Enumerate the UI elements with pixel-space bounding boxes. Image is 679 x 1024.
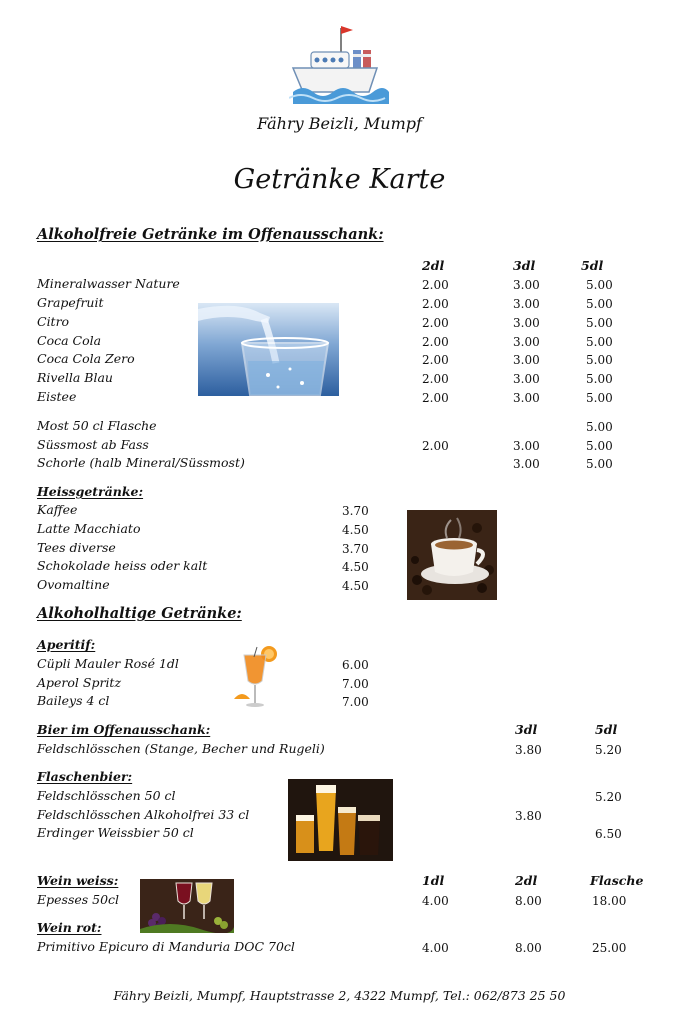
- section-heading-alkoholhaltig: Alkoholhaltige Getränke:: [37, 605, 242, 622]
- price-3dl: 3.00: [513, 297, 540, 311]
- price-2dl: 8.00: [515, 941, 542, 955]
- price-5dl: 5.00: [586, 372, 613, 386]
- list-item: Cüpli Mauler Rosé 1dl: [37, 656, 179, 671]
- price-5dl: 5.00: [586, 439, 613, 453]
- price-2dl: 2.00: [422, 316, 449, 330]
- col-header-3dl: 3dl: [515, 722, 538, 737]
- beer-glasses-image: [288, 779, 393, 861]
- list-item: Eistee: [37, 389, 77, 404]
- price-2dl: 2.00: [422, 297, 449, 311]
- subheading-aperitif: Aperitif:: [37, 637, 96, 652]
- list-item: Epesses 50cl: [37, 892, 120, 907]
- list-item: Schorle (halb Mineral/Süssmost): [37, 455, 245, 470]
- list-item: Most 50 cl Flasche: [37, 418, 157, 433]
- list-item: Süssmost ab Fass: [37, 437, 149, 452]
- price: 7.00: [342, 677, 369, 691]
- price-1dl: 4.00: [422, 894, 449, 908]
- price-5dl: 5.00: [586, 316, 613, 330]
- price: 3.70: [342, 504, 369, 518]
- list-item: Kaffee: [37, 502, 78, 517]
- price-2dl: 2.00: [422, 439, 449, 453]
- price-3dl: 3.00: [513, 391, 540, 405]
- price-5dl: 5.00: [586, 335, 613, 349]
- water-glass-image: [198, 303, 339, 396]
- price-3dl: 3.00: [513, 316, 540, 330]
- price-2dl: 2.00: [422, 278, 449, 292]
- col-header-3dl: 3dl: [513, 258, 536, 273]
- subheading-wein-rot: Wein rot:: [37, 920, 102, 935]
- list-item: Mineralwasser Nature: [37, 276, 180, 291]
- price-3dl: 3.00: [513, 353, 540, 367]
- subheading-flaschenbier: Flaschenbier:: [37, 769, 133, 784]
- price-2dl: 2.00: [422, 353, 449, 367]
- section-heading-heiss: Heissgetränke:: [37, 484, 144, 499]
- price: 4.50: [342, 560, 369, 574]
- col-header-5dl: 5dl: [581, 258, 604, 273]
- price-5dl: 5.00: [586, 457, 613, 471]
- list-item: Schokolade heiss oder kalt: [37, 558, 208, 573]
- col-header-2dl: 2dl: [515, 873, 538, 888]
- price-1dl: 4.00: [422, 941, 449, 955]
- list-item: Latte Macchiato: [37, 521, 141, 536]
- coffee-cup-image: [407, 510, 497, 600]
- list-item: Rivella Blau: [37, 370, 113, 385]
- price: 7.00: [342, 695, 369, 709]
- spritz-glass-image: [232, 643, 280, 713]
- list-item: Erdinger Weissbier 50 cl: [37, 825, 194, 840]
- price-5dl: 5.00: [586, 278, 613, 292]
- price-flasche: 18.00: [592, 894, 627, 908]
- price-5dl: 5.00: [586, 420, 613, 434]
- col-header-2dl: 2dl: [422, 258, 445, 273]
- list-item: Feldschlösschen (Stange, Becher und Rugeli): [37, 741, 325, 756]
- price-5dl: 5.20: [595, 790, 622, 804]
- price-3dl: 3.00: [513, 372, 540, 386]
- restaurant-name: Fähry Beizli, Mumpf: [257, 114, 422, 133]
- list-item: Primitivo Epicuro di Manduria DOC 70cl: [37, 939, 295, 954]
- price-3dl: 3.00: [513, 457, 540, 471]
- price-2dl: 2.00: [422, 335, 449, 349]
- subheading-bier: Bier im Offenausschank:: [37, 722, 211, 737]
- price-3dl: 3.00: [513, 278, 540, 292]
- price-flasche: 25.00: [592, 941, 627, 955]
- price-5dl: 5.00: [586, 297, 613, 311]
- col-header-flasche: Flasche: [590, 873, 644, 888]
- price-2dl: 2.00: [422, 372, 449, 386]
- list-item: Ovomaltine: [37, 577, 110, 592]
- section-heading-alkoholfrei: Alkoholfreie Getränke im Offenausschank:: [37, 226, 384, 243]
- list-item: Aperol Spritz: [37, 675, 122, 690]
- col-header-1dl: 1dl: [422, 873, 445, 888]
- price-3dl: 3.00: [513, 335, 540, 349]
- col-header-5dl: 5dl: [595, 722, 618, 737]
- list-item: Tees diverse: [37, 540, 116, 555]
- list-item: Feldschlösschen 50 cl: [37, 788, 176, 803]
- price-3dl: 3.00: [513, 439, 540, 453]
- price: 4.50: [342, 579, 369, 593]
- ship-logo: [289, 22, 389, 104]
- price: 4.50: [342, 523, 369, 537]
- price-5dl: 5.00: [586, 391, 613, 405]
- price-2dl: 8.00: [515, 894, 542, 908]
- wine-glasses-image: [140, 879, 234, 933]
- footer-address: Fähry Beizli, Mumpf, Hauptstrasse 2, 4322 Mumpf, Tel.: 062/873 25 50: [113, 988, 566, 1003]
- list-item: Feldschlösschen Alkoholfrei 33 cl: [37, 807, 250, 822]
- price-5dl: 5.00: [586, 353, 613, 367]
- list-item: Baileys 4 cl: [37, 693, 110, 708]
- page-title: Getränke Karte: [233, 164, 446, 195]
- price-5dl: 5.20: [595, 743, 622, 757]
- subheading-wein-weiss: Wein weiss:: [37, 873, 119, 888]
- price: 3.70: [342, 542, 369, 556]
- list-item: Coca Cola: [37, 333, 102, 348]
- price-3dl: 3.80: [515, 743, 542, 757]
- price: 6.00: [342, 658, 369, 672]
- list-item: Grapefruit: [37, 295, 104, 310]
- price-3dl: 3.80: [515, 809, 542, 823]
- list-item: Coca Cola Zero: [37, 351, 135, 366]
- price-5dl: 6.50: [595, 827, 622, 841]
- list-item: Citro: [37, 314, 70, 329]
- price-2dl: 2.00: [422, 391, 449, 405]
